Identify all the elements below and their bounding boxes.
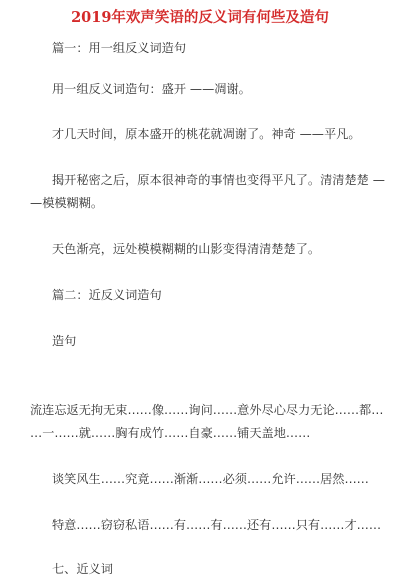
paragraph-sentence-1: 才几天时间，原本盛开的桃花就凋谢了。神奇 ——平凡。 (52, 127, 361, 141)
section-heading-2: 篇二：近反义词造句 (52, 288, 162, 302)
subheading-sentence-making: 造句 (52, 334, 77, 348)
section-heading-1: 篇一：用一组反义词造句 (52, 41, 187, 55)
word-list-line-4: 特意……窃窃私语……有……有……还有……只有……才…… (52, 518, 382, 532)
document-title: 2019年欢声笑语的反义词有何些及造句 (71, 9, 329, 26)
word-list-line-1: 流连忘返无拘无束……像……询问……意外尽心尽力无论……都… (30, 403, 384, 417)
example-antonym-sentence: 用一组反义词造句：盛开 ——凋谢。 (52, 82, 251, 96)
section-heading-3: 七、近义词 (52, 562, 113, 576)
paragraph-sentence-3: 天色渐亮，远处模模糊糊的山影变得清清楚楚了。 (52, 242, 321, 256)
word-list-line-3: 谈笑风生……究竟……渐渐……必须……允许……居然…… (52, 472, 369, 486)
paragraph-sentence-2-line-2: —模模糊糊。 (30, 196, 104, 210)
word-list-line-2: …一……就……胸有成竹……自豪……铺天盖地…… (30, 426, 311, 440)
paragraph-sentence-2-line-1: 揭开秘密之后，原本很神奇的事情也变得平凡了。清清楚楚 — (52, 173, 385, 187)
